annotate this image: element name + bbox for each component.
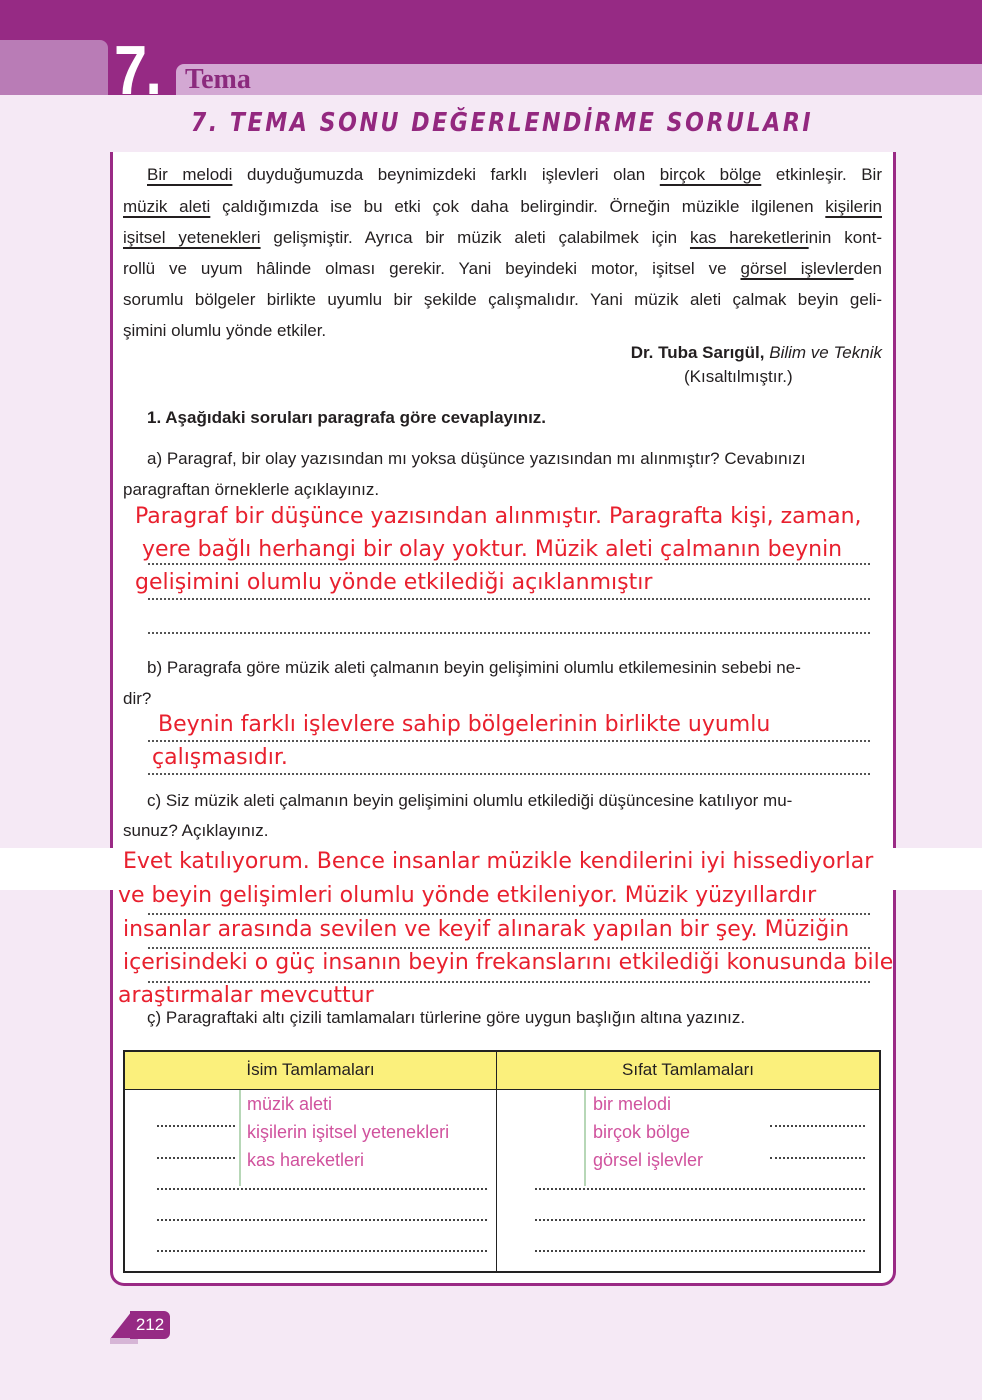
underlined-phrase: müzik aleti: [123, 197, 211, 216]
passage-line: [123, 289, 882, 311]
table-answer-line: [535, 1250, 865, 1252]
answer-line: [148, 598, 870, 600]
divider: [584, 1090, 586, 1186]
phrase-table: [123, 1050, 881, 1273]
abridged-note: (Kısaltılmıştır.): [684, 367, 793, 386]
theme-label: Tema: [185, 64, 251, 95]
header-isim: İsim Tamlamaları: [124, 1051, 497, 1089]
answer-b-line: çalışmasıdır.: [152, 745, 288, 770]
question-d: ç) Paragraftaki altı çizili tamlamaları türlerine göre uygun başlığın altına yazınız.: [147, 1008, 746, 1027]
banner-tab: [0, 40, 108, 95]
table-answer-line: [770, 1157, 865, 1159]
sifat-cell: [497, 1089, 880, 1272]
passage-line: [123, 320, 326, 342]
header-sifat: Sıfat Tamlamaları: [497, 1051, 880, 1089]
table-answer-line: [157, 1188, 487, 1190]
underlined-phrase: kas hareketleri: [689, 228, 809, 247]
isim-item: kişilerin işitsel yetenekleri: [247, 1122, 450, 1142]
answer-a-line: Paragraf bir düşünce yazısından alınmıştır. Paragrafta kişi, zaman,: [135, 504, 862, 529]
answer-b-line: Beynin farklı işlevlere sahip bölgelerinin birlikte uyumlu: [158, 712, 771, 737]
page-tab: [110, 1311, 132, 1339]
text-segment: gelişmiştir. Ayrıca bir müzik aleti çalabilmek için: [260, 228, 690, 247]
answer-line: [148, 773, 870, 775]
answer-line: [148, 913, 870, 915]
question-b: b) Paragrafa göre müzik aleti çalmanın beyin gelişimini olumlu etkilemesinin sebebi ne-: [147, 658, 801, 677]
question-a-cont: paragraftan örneklerle açıklayınız.: [123, 480, 380, 499]
question-1: 1. Aşağıdaki soruları paragrafa göre cevaplayınız.: [147, 408, 547, 427]
divider: [239, 1090, 241, 1186]
text-segment: rollü ve uyum hâlinde olması gerekir. Yani beyindeki motor, işitsel ve: [123, 259, 741, 278]
underlined-phrase: kişilerin: [825, 197, 882, 216]
question-c-cont: sunuz? Açıklayınız.: [123, 821, 269, 840]
answer-line: [148, 740, 870, 742]
text-segment: sorumlu bölgeler birlikte uyumlu bir şekilde çalışmalıdır. Yani müzik aleti çalmak beyin geli-: [123, 290, 882, 309]
answer-line: [148, 632, 870, 634]
underlined-phrase: birçok bölge: [659, 165, 762, 184]
text-segment: nin kont-: [808, 228, 882, 247]
author-line: [631, 342, 882, 364]
sifat-item: görsel işlevler: [593, 1150, 704, 1170]
passage-line: [123, 258, 882, 280]
table-answer-line: [157, 1250, 487, 1252]
isim-item: kas hareketleri: [247, 1150, 365, 1170]
question-a: a) Paragraf, bir olay yazısından mı yoksa düşünce yazısından mı alınmıştır? Cevabınızı: [147, 449, 806, 468]
isim-item: müzik aleti: [247, 1094, 333, 1114]
underlined-phrase: Bir melodi: [147, 165, 233, 184]
isim-cell: [124, 1089, 497, 1272]
text-segment: duyduğumuzda beynimizdeki farklı işlevleri olan: [232, 165, 660, 184]
table-answer-line: [535, 1188, 865, 1190]
answer-a-line: yere bağlı herhangi bir olay yoktur. Müzik aleti çalmanın beynin: [142, 537, 843, 562]
answer-c-line: ve beyin gelişimleri olumlu yönde etkileniyor. Müzik yüzyıllardır: [118, 883, 817, 908]
question-c: c) Siz müzik aleti çalmanın beyin gelişimini olumlu etkilediği düşüncesine katılıyor mu-: [147, 791, 793, 810]
text-segment: etkinleşir. Bir: [761, 165, 882, 184]
table-answer-line: [770, 1125, 865, 1127]
table-answer-line: [535, 1219, 865, 1221]
sifat-item: birçok bölge: [593, 1122, 691, 1142]
text-segment: şimini olumlu yönde etkiler.: [123, 321, 327, 340]
page-number: 212: [130, 1311, 170, 1339]
theme-number: 7.: [114, 31, 161, 109]
answer-c-line: araştırmalar mevcuttur: [118, 983, 374, 1008]
answer-c-line: insanlar arasında sevilen ve keyif alınarak yapılan bir şey. Müziğin: [123, 917, 850, 942]
sifat-item: bir melodi: [593, 1094, 672, 1114]
text-segment: den: [853, 259, 882, 278]
table-answer-line: [157, 1125, 235, 1127]
answer-a-line: gelişimini olumlu yönde etkilediği açıklanmıştır: [135, 570, 653, 595]
source: Bilim ve Teknik: [769, 343, 882, 362]
answer-c-line: içerisindeki o güç insanın beyin frekanslarını etkilediği konusunda bile: [123, 950, 894, 975]
underlined-phrase: işitsel yetenekleri: [123, 228, 261, 247]
table-answer-line: [157, 1157, 235, 1159]
passage-line: [123, 196, 882, 218]
table-answer-line: [157, 1219, 487, 1221]
author: Dr. Tuba Sarıgül,: [630, 343, 765, 362]
answer-c-line: Evet katılıyorum. Bence insanlar müzikle kendilerini iyi hissediyorlar: [123, 849, 874, 874]
tema-strip: [176, 64, 982, 95]
passage-line: [123, 227, 882, 249]
underlined-phrase: görsel işlevler: [740, 259, 854, 278]
question-b-cont: dir?: [123, 689, 152, 708]
page-title: 7. TEMA SONU DEĞERLENDİRME SORULARI: [190, 108, 814, 138]
text-segment: çaldığımızda ise bu etki çok daha belirgindir. Örneğin müzikle ilgilenen: [210, 197, 826, 216]
passage-line: [147, 164, 882, 186]
